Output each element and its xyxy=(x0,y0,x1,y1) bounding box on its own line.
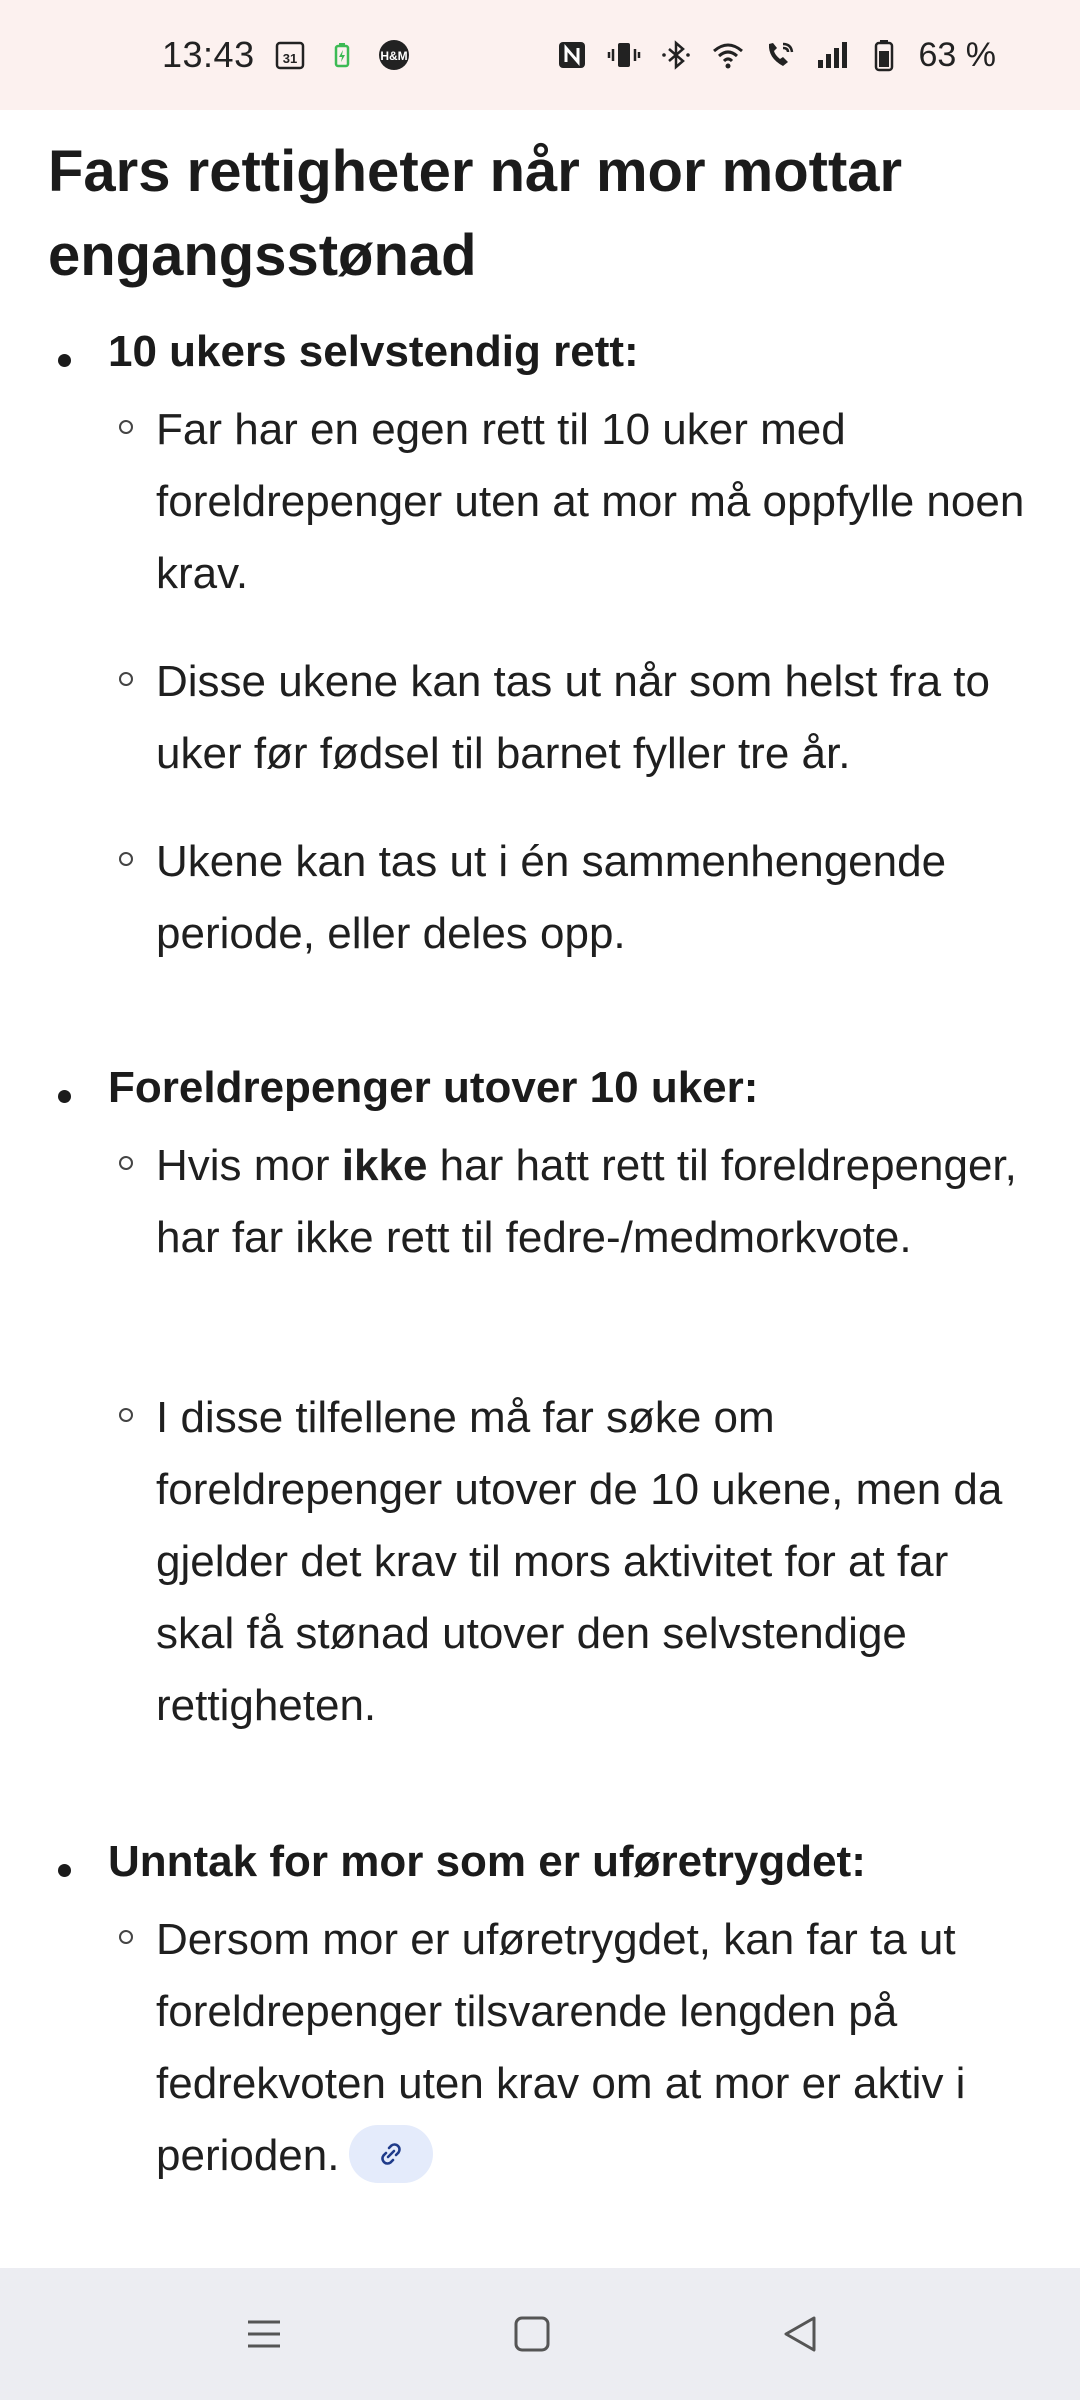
signal-icon xyxy=(815,38,849,72)
wifi-call-icon xyxy=(763,38,797,72)
bullet-icon xyxy=(58,354,71,367)
battery-percent: 63 % xyxy=(918,35,996,74)
calendar-icon xyxy=(273,38,307,72)
bluetooth-icon xyxy=(659,38,693,72)
bullet-icon xyxy=(58,1864,71,1877)
menu-icon[interactable] xyxy=(238,2308,290,2360)
sub-bullet-icon xyxy=(119,852,133,866)
nfc-icon xyxy=(555,38,589,72)
bullet-icon xyxy=(58,1090,71,1103)
status-bar xyxy=(0,0,1080,110)
list-item: Ukene kan tas ut i én sammenhengende periode, eller deles opp. xyxy=(156,826,1036,970)
sub-bullet-icon xyxy=(119,1930,133,1944)
back-icon[interactable] xyxy=(774,2308,826,2360)
hm-app-icon xyxy=(377,38,411,72)
link-icon xyxy=(376,2139,406,2169)
sub-bullet-icon xyxy=(119,1408,133,1422)
status-time: 13:43 xyxy=(162,34,255,75)
sub-bullet-icon xyxy=(119,420,133,434)
charging-icon xyxy=(325,38,359,72)
battery-icon xyxy=(867,38,901,72)
home-icon[interactable] xyxy=(506,2308,558,2360)
source-link-chip[interactable] xyxy=(349,2125,433,2183)
vibrate-icon xyxy=(607,38,641,72)
wifi-icon xyxy=(711,38,745,72)
sub-bullet-icon xyxy=(119,1156,133,1170)
sub-bullet-icon xyxy=(119,672,133,686)
section-heading: Foreldrepenger utover 10 uker: xyxy=(108,1063,759,1112)
section-heading: Unntak for mor som er uføretrygdet: xyxy=(108,1837,866,1886)
svg-text:31: 31 xyxy=(282,51,297,66)
list-item: Hvis mor ikke har hatt rett til foreldrepenger, har far ikke rett til fedre-/medmorkvote. xyxy=(156,1130,1036,1274)
system-nav-bar xyxy=(0,2268,1080,2400)
section-heading: 10 ukers selvstendig rett: xyxy=(108,327,639,376)
list-item: Far har en egen rett til 10 uker med foreldrepenger uten at mor må oppfylle noen krav. xyxy=(156,394,1036,610)
list-item: I disse tilfellene må far søke om foreldrepenger utover de 10 ukene, men da gjelder det krav til mors aktivitet for at far skal få stønad utover den selvstendige rettigheten. xyxy=(156,1382,1036,1742)
list-item: Disse ukene kan tas ut når som helst fra to uker før fødsel til barnet fyller tre år. xyxy=(156,646,1036,790)
svg-text:H&M: H&M xyxy=(379,49,408,63)
page-title: Fars rettigheter når mor mottar engangsstønad xyxy=(48,139,903,288)
list-item: Dersom mor er uføretrygdet, kan far ta ut foreldrepenger tilsvarende lengden på fedrekvoten uten krav om at mor er aktiv i perioden. xyxy=(156,1904,1036,2192)
chat-response-content xyxy=(0,110,1080,2268)
